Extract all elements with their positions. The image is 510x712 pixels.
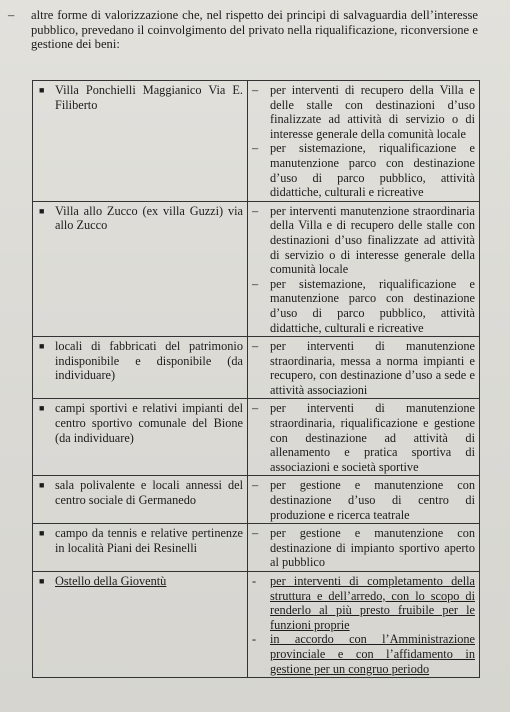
destination-item: per sistemazione, riqualificazione e manutenzione parco con destinazione d’uso di parco pubblico, attività didattiche, culturali e ricreative (270, 276, 475, 335)
intro-paragraph (8, 8, 478, 52)
destination-item: per gestione e manutenzione con destinazione di impianto sportivo aperto al pubblico (270, 526, 475, 570)
destination-cell: – per interventi di manutenzione straordinaria, messa a norma impianti e recupero, con destinazione d’uso a sede e attività associazioni (248, 337, 480, 399)
table-row (33, 476, 480, 524)
bene-name: campo da tennis e relative pertinenze in località Piani dei Resinelli (55, 526, 243, 555)
bene-cell (33, 572, 248, 678)
bene-name: sala polivalente e locali annessi del centro sociale di Germanedo (55, 478, 243, 508)
destination-cell: – per interventi manutenzione straordinaria della Villa e di recupero delle stalle con destinazioni d’uso finalizzate ad attività di servizio o di interesse generale della comunità locale – per sistemazione, riqualificazione e manutenzione parco con destinazione d’uso di parco pubblico, attività didattiche, culturali e ricreative (248, 201, 480, 336)
table-row (33, 337, 480, 399)
bene-cell (33, 201, 248, 336)
bene-cell (33, 399, 248, 476)
bullet-icon: ■ (39, 403, 45, 414)
bene-name: Villa Ponchielli Maggianico Via E. Filiberto (55, 83, 243, 112)
intro-dash: – (8, 8, 15, 22)
bullet-icon: ■ (39, 85, 45, 95)
destination-item: per interventi di recupero della Villa e delle stalle con destinazioni d’uso finalizzate ad attività di servizio o di interesse generale della comunità locale (270, 83, 475, 141)
destination-cell: – per gestione e manutenzione con destinazione di impianto sportivo aperto al pubblico (248, 524, 480, 572)
destination-item: per interventi di manutenzione straordinaria, messa a norma impianti e recupero, con destinazione d’uso a sede e attività associazioni (270, 339, 475, 397)
destination-item: per interventi di manutenzione straordinaria, riqualificazione e gestione con destinazione ad attività di allenamento e pratica sportiva di associazioni e società sportive (270, 401, 475, 474)
bullet-icon: ■ (39, 528, 45, 539)
destination-cell: – per interventi di recupero della Villa e delle stalle con destinazioni d’uso finalizzate ad attività di servizio o di interesse generale della comunità locale – per sistemazione, riqualificazione e manutenzione parco con destinazione d’uso di parco pubblico, attività didattiche, culturali e ricreative (248, 81, 480, 202)
destination-cell: - per interventi di completamento della struttura e dell’arredo, con lo scopo di renderlo al più presto fruibile per le funzioni proprie - in accordo con l’Amministrazione provinciale e con l’affidamento in gestione per un congruo periodo (248, 572, 480, 678)
destination-item: in accordo con l’Amministrazione provinciale e con l’affidamento in gestione per un congruo periodo (270, 632, 475, 676)
bullet-icon: ■ (39, 480, 45, 491)
bene-name: Ostello della Gioventù (55, 574, 167, 588)
table-row (33, 524, 480, 572)
destination-item: per interventi di completamento della struttura e dell’arredo, con lo scopo di renderlo al più presto fruibile per le funzioni proprie (270, 574, 475, 632)
bullet-icon: ■ (39, 205, 45, 216)
bullet-icon: ■ (39, 576, 45, 586)
bene-cell (33, 476, 248, 524)
bene-name: campi sportivi e relativi impianti del centro sportivo comunale del Bione (da individuare) (55, 401, 243, 445)
beni-table (32, 80, 480, 678)
bene-name: Villa allo Zucco (ex villa Guzzi) via allo Zucco (55, 203, 243, 233)
table-row (33, 399, 480, 476)
bene-cell (33, 337, 248, 399)
destination-item: per gestione e manutenzione con destinazione d’uso di centro di produzione e ricerca teatrale (270, 478, 475, 522)
destination-item: per interventi manutenzione straordinaria della Villa e di recupero delle stalle con destinazioni d’uso finalizzate ad attività di servizio o di interesse generale della comunità locale (270, 203, 475, 277)
destination-cell: – per gestione e manutenzione con destinazione d’uso di centro di produzione e ricerca teatrale (248, 476, 480, 524)
destination-cell: – per interventi di manutenzione straordinaria, riqualificazione e gestione con destinazione ad attività di allenamento e pratica sportiva di associazioni e società sportive (248, 399, 480, 476)
bene-cell (33, 81, 248, 202)
bene-cell (33, 524, 248, 572)
table-row (33, 572, 480, 678)
table-row (33, 201, 480, 336)
table-row (33, 81, 480, 202)
intro-text: altre forme di valorizzazione che, nel rispetto dei principi di salvaguardia dell’interesse pubblico, prevedano il coinvolgimento del privato nella riqualificazione, riconversione e gestione dei beni: (31, 8, 478, 51)
destination-item: per sistemazione, riqualificazione e manutenzione parco con destinazione d’uso di parco pubblico, attività didattiche, culturali e ricreative (270, 141, 475, 200)
bullet-icon: ■ (39, 341, 45, 352)
bene-name: locali di fabbricati del patrimonio indisponibile e disponibile (da individuare) (55, 339, 243, 383)
